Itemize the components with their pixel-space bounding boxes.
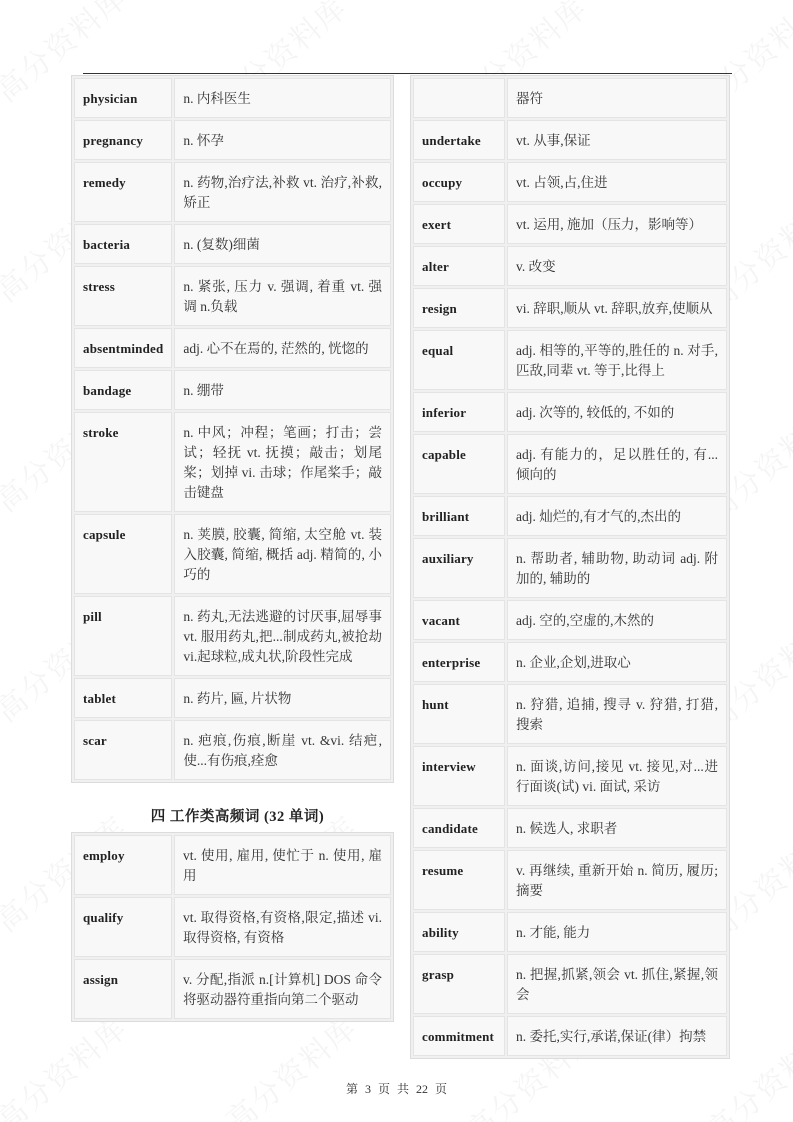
vocab-word: tablet bbox=[74, 678, 172, 718]
table-row bbox=[74, 897, 391, 957]
table-row bbox=[74, 328, 391, 368]
vocab-definition: n. 把握,抓紧,领会 vt. 抓住,紧握,领会 bbox=[507, 954, 727, 1014]
vocab-word: pill bbox=[74, 596, 172, 676]
vocab-word: employ bbox=[74, 835, 172, 895]
vocab-definition: n. 帮助者, 辅助物, 助动词 adj. 附加的, 辅助的 bbox=[507, 538, 727, 598]
table-row bbox=[74, 120, 391, 160]
vocab-table-work bbox=[71, 832, 394, 1022]
vocab-definition: n. 药丸,无法逃避的讨厌事,屈辱事 vt. 服用药丸,把...制成药丸,被抢劫 vi.起球粒,成丸状,阶段性完成 bbox=[174, 596, 391, 676]
table-row bbox=[413, 246, 727, 286]
vocab-definition: vt. 占领,占,住进 bbox=[507, 162, 727, 202]
table-row bbox=[413, 684, 727, 744]
vocab-word: physician bbox=[74, 78, 172, 118]
vocab-definition: n. 紧张, 压力 v. 强调, 着重 vt. 强调 n.负载 bbox=[174, 266, 391, 326]
table-row bbox=[413, 642, 727, 682]
vocab-word: vacant bbox=[413, 600, 505, 640]
table-row bbox=[413, 538, 727, 598]
table-row bbox=[413, 954, 727, 1014]
vocab-word: interview bbox=[413, 746, 505, 806]
vocab-word: resume bbox=[413, 850, 505, 910]
vocab-definition: adj. 有能力的，足以胜任的, 有...倾向的 bbox=[507, 434, 727, 494]
table-row bbox=[413, 434, 727, 494]
vocab-word: hunt bbox=[413, 684, 505, 744]
vocab-definition: n. 狩猎, 追捕, 搜寻 v. 狩猎, 打猎, 搜索 bbox=[507, 684, 727, 744]
vocab-definition: n. 怀孕 bbox=[174, 120, 391, 160]
vocab-definition: v. 再继续, 重新开始 n. 简历, 履历; 摘要 bbox=[507, 850, 727, 910]
vocab-definition: n. (复数)细菌 bbox=[174, 224, 391, 264]
vocab-word: bandage bbox=[74, 370, 172, 410]
left-column bbox=[71, 75, 394, 1022]
vocab-definition: adj. 相等的,平等的,胜任的 n. 对手,匹敌,同辈 vt. 等于,比得上 bbox=[507, 330, 727, 390]
table-row bbox=[74, 678, 391, 718]
vocab-word: resign bbox=[413, 288, 505, 328]
table-row bbox=[74, 835, 391, 895]
table-row bbox=[413, 162, 727, 202]
table-row bbox=[74, 266, 391, 326]
table-row bbox=[413, 204, 727, 244]
vocab-word: undertake bbox=[413, 120, 505, 160]
vocab-word: absentminded bbox=[74, 328, 172, 368]
vocab-definition: adj. 空的,空虚的,木然的 bbox=[507, 600, 727, 640]
table-row bbox=[413, 288, 727, 328]
table-row bbox=[413, 746, 727, 806]
vocab-definition: n. 药片, 匾, 片状物 bbox=[174, 678, 391, 718]
vocab-definition: n. 候选人, 求职者 bbox=[507, 808, 727, 848]
table-row bbox=[74, 596, 391, 676]
vocab-definition: n. 委托,实行,承诺,保证(律）拘禁 bbox=[507, 1016, 727, 1056]
table-row bbox=[74, 224, 391, 264]
table-row bbox=[413, 496, 727, 536]
vocab-word: exert bbox=[413, 204, 505, 244]
table-row bbox=[74, 412, 391, 512]
table-row bbox=[74, 959, 391, 1019]
section-heading: 四 工作类高频词 (32 单词) bbox=[150, 809, 325, 825]
vocab-definition: n. 面谈,访问,接见 vt. 接见,对...进行面谈(试) vi. 面试, 采访 bbox=[507, 746, 727, 806]
vocab-word: equal bbox=[413, 330, 505, 390]
vocab-definition: n. 才能, 能力 bbox=[507, 912, 727, 952]
table-row bbox=[413, 912, 727, 952]
vocab-word: qualify bbox=[74, 897, 172, 957]
header-rule bbox=[83, 73, 732, 74]
page-footer: 第 3 页 共 22 页 bbox=[345, 1082, 447, 1096]
vocab-table-medical bbox=[71, 75, 394, 783]
table-row bbox=[74, 720, 391, 780]
vocab-word: stress bbox=[74, 266, 172, 326]
vocab-word: remedy bbox=[74, 162, 172, 222]
vocab-definition: n. 药物,治疗法,补救 vt. 治疗,补救,矫正 bbox=[174, 162, 391, 222]
vocab-definition: vi. 辞职,顺从 vt. 辞职,放弃,使顺从 bbox=[507, 288, 727, 328]
table-row bbox=[413, 392, 727, 432]
vocab-word: alter bbox=[413, 246, 505, 286]
vocab-word: capable bbox=[413, 434, 505, 494]
vocab-word: brilliant bbox=[413, 496, 505, 536]
vocab-word: occupy bbox=[413, 162, 505, 202]
vocab-word: pregnancy bbox=[74, 120, 172, 160]
right-column bbox=[410, 75, 730, 1059]
vocab-word: stroke bbox=[74, 412, 172, 512]
vocab-word: candidate bbox=[413, 808, 505, 848]
vocab-word: scar bbox=[74, 720, 172, 780]
vocab-definition: vt. 使用, 雇用, 使忙于 n. 使用, 雇用 bbox=[174, 835, 391, 895]
vocab-definition: v. 改变 bbox=[507, 246, 727, 286]
vocab-word: auxiliary bbox=[413, 538, 505, 598]
table-row bbox=[413, 78, 727, 118]
vocab-word: inferior bbox=[413, 392, 505, 432]
vocab-word: enterprise bbox=[413, 642, 505, 682]
table-row bbox=[74, 78, 391, 118]
vocab-definition: 器符 bbox=[507, 78, 727, 118]
table-row bbox=[413, 808, 727, 848]
vocab-definition: v. 分配,指派 n.[计算机] DOS 命令将驱动器符重指向第二个驱动 bbox=[174, 959, 391, 1019]
vocab-definition: vt. 取得资格,有资格,限定,描述 vi. 取得资格, 有资格 bbox=[174, 897, 391, 957]
vocab-word: assign bbox=[74, 959, 172, 1019]
vocab-definition: n. 企业,企划,进取心 bbox=[507, 642, 727, 682]
vocab-definition: vt. 运用, 施加（压力，影响等） bbox=[507, 204, 727, 244]
vocab-word bbox=[413, 78, 505, 118]
table-row bbox=[413, 850, 727, 910]
vocab-word: ability bbox=[413, 912, 505, 952]
table-row bbox=[413, 330, 727, 390]
vocab-word: capsule bbox=[74, 514, 172, 594]
table-row bbox=[413, 600, 727, 640]
vocab-definition: adj. 灿烂的,有才气的,杰出的 bbox=[507, 496, 727, 536]
table-row bbox=[413, 120, 727, 160]
table-row bbox=[74, 514, 391, 594]
vocab-table-work-continued bbox=[410, 75, 730, 1059]
vocab-definition: adj. 心不在焉的, 茫然的, 恍惚的 bbox=[174, 328, 391, 368]
table-row bbox=[413, 1016, 727, 1056]
vocab-word: bacteria bbox=[74, 224, 172, 264]
vocab-word: commitment bbox=[413, 1016, 505, 1056]
vocab-definition: n. 荚膜, 胶囊, 简缩, 太空舱 vt. 装入胶囊, 简缩, 概括 adj. 精简的, 小巧的 bbox=[174, 514, 391, 594]
vocab-word: grasp bbox=[413, 954, 505, 1014]
vocab-definition: n. 绷带 bbox=[174, 370, 391, 410]
vocab-definition: n. 疤痕,伤痕,断崖 vt. &vi. 结疤,使...有伤痕,痊愈 bbox=[174, 720, 391, 780]
table-row bbox=[74, 162, 391, 222]
vocab-definition: n. 中风；冲程；笔画；打击；尝试；轻抚 vt. 抚摸；敲击；划尾桨；划掉 vi. 击球；作尾桨手；敲击键盘 bbox=[174, 412, 391, 512]
vocab-definition: n. 内科医生 bbox=[174, 78, 391, 118]
vocab-definition: adj. 次等的, 较低的, 不如的 bbox=[507, 392, 727, 432]
vocab-definition: vt. 从事,保证 bbox=[507, 120, 727, 160]
table-row bbox=[74, 370, 391, 410]
